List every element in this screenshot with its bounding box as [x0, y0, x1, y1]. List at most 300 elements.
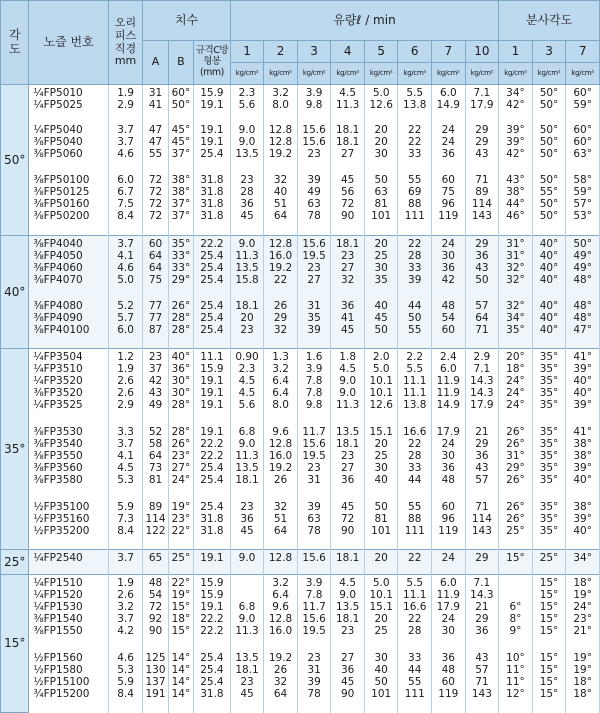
flow-7kg-value: 6.0 [439, 576, 457, 589]
flow-1kg-value: 45 [240, 524, 254, 537]
flow-7kg-value: 48 [441, 663, 455, 676]
dim-c-standard-value: 11.1 [200, 350, 224, 363]
spray-angle-7kg-value: 18° [573, 576, 592, 589]
spray-angle-1kg-value: 46° [506, 210, 525, 223]
header-nozzle-model: 노즐 번호 [29, 1, 108, 85]
flow-3kg-value: 3.9 [305, 576, 323, 589]
flow-4kg-value: 45 [340, 324, 355, 336]
dim-b-value: 26° [171, 300, 191, 312]
flow-1kg-value [232, 589, 263, 601]
spray-angle-7kg-value: 21° [573, 624, 592, 637]
flow-7kg-column-cell [432, 235, 466, 298]
spray-angle-7kg-value: 39° [573, 512, 592, 525]
flow-7kg-value: 60 [441, 324, 455, 336]
flow-10kg-value: 114 [471, 512, 492, 525]
table-row-group [1, 574, 600, 649]
table-row-group [1, 298, 600, 348]
dim-c-standard-value: 19.1 [200, 374, 224, 387]
spray-angle-1kg-value: 26° [506, 437, 525, 450]
spray-angle-1kg-column-cell [499, 298, 533, 348]
dim-c-standard-value: 19.1 [200, 124, 224, 137]
flow-7kg-value: 11.9 [436, 588, 460, 601]
flow-4kg-column-cell [331, 424, 365, 499]
flow-3kg-column-cell [297, 172, 331, 235]
flow-2kg-value: 19.2 [268, 148, 293, 161]
flow-3kg-value: 23 [307, 651, 321, 664]
table-row-group [1, 549, 600, 574]
flow-10kg-value: 29 [475, 612, 489, 625]
spray-angle-3kg-value: 25° [539, 551, 559, 564]
flow-1kg-value: 9.0 [238, 612, 256, 625]
flow-7kg-column-cell [432, 85, 466, 123]
dim-b-value: 29° [171, 273, 191, 286]
spray-angle-7kg-value: 41° [573, 425, 592, 438]
spray-angle-1kg-column-cell [499, 172, 533, 235]
spray-angle-1kg-value: 34° [506, 87, 525, 99]
nozzle-model-value: ¼FP5010 [33, 87, 83, 99]
dim-b-value: 38° [171, 186, 191, 199]
flow-6kg-column-cell [398, 348, 432, 423]
flow-5kg-value: 63 [374, 186, 388, 199]
dim-c-standard-value: 19.1 [200, 99, 224, 111]
flow-2kg-value: 19.2 [268, 461, 293, 474]
flow-10kg-value: 36 [475, 249, 489, 262]
flow-5kg-value: 10.1 [369, 386, 393, 399]
flow-10kg-column-cell [465, 172, 499, 235]
dim-c-standard-value: 25.4 [200, 461, 224, 474]
flow-2kg-value: 8.0 [272, 398, 289, 411]
spray-angle-3kg-value: 40° [539, 300, 559, 312]
flow-2kg-value: 64 [273, 524, 288, 537]
spray-angle-1kg-column-cell [499, 650, 533, 713]
flow-6kg-value: 22 [408, 612, 422, 625]
flow-5kg-value: 20 [374, 437, 388, 450]
spray-angle-3kg-column-cell [532, 85, 566, 123]
nozzle-model-value: ⅜FP3530 [33, 425, 83, 438]
flow-3kg-value: 49 [307, 186, 321, 199]
header-dimensions: 치수 [143, 1, 230, 41]
angle-pressure-1: 1 [499, 41, 533, 63]
flow-2kg-value: 22 [273, 273, 288, 286]
flow-7kg-value: 14.9 [436, 398, 460, 411]
spray-angle-3kg-value: 15° [539, 612, 559, 625]
flow-10kg-value: 143 [471, 687, 492, 700]
flow-7kg-value: 48 [441, 300, 455, 312]
dim-b-value: 15° [171, 600, 191, 613]
flow-10kg-column-cell [465, 235, 499, 298]
dim-b-value: 14° [171, 675, 191, 688]
dim-b-value: 14° [171, 651, 191, 664]
flow-6kg-column-cell [398, 122, 432, 172]
flow-6kg-value: 22 [408, 136, 422, 149]
nozzle-model-value: ⅜FP4070 [33, 273, 83, 286]
spray-angle-3kg-column-cell [532, 172, 566, 235]
dim-b-value: 22° [171, 524, 191, 537]
flow-2kg-value: 8.0 [272, 99, 289, 111]
flow-6kg-value: 44 [408, 473, 422, 486]
flow-2kg-column-cell [264, 122, 298, 172]
spray-angle-7kg-column-cell [566, 549, 600, 574]
flow-3kg-value: 63 [307, 198, 321, 211]
flow-1kg-value: 2.3 [238, 87, 256, 99]
spray-angle-7kg-value: 49° [573, 249, 592, 262]
flow-10kg-value: 29 [475, 136, 489, 149]
dim-b-value: 35° [171, 237, 191, 250]
nozzle-model-column-cell [29, 424, 108, 499]
spray-angle-1kg-value: 24° [506, 386, 525, 399]
flow-2kg-value: 3.2 [272, 87, 289, 99]
spray-angle-1kg-value: 32° [506, 261, 525, 274]
flow-pressure-unit: kg/cm² [331, 63, 365, 85]
table-row-group [1, 499, 600, 549]
nozzle-model-value: ⅜FP50160 [33, 198, 90, 211]
flow-10kg-value: 43 [475, 261, 489, 274]
flow-pressure-7: 7 [432, 41, 466, 63]
flow-1kg-value: 18.1 [235, 300, 259, 312]
spray-angle-7kg-value: 34° [573, 551, 592, 564]
flow-4kg-column-cell [331, 235, 365, 298]
dim-c-standard-column-cell [194, 85, 231, 123]
dim-c-standard-value: 19.1 [200, 136, 224, 149]
nozzle-model-value: ⅜FP4050 [33, 249, 83, 262]
orifice-diameter-value: 2.9 [117, 398, 134, 411]
spray-angle-7kg-value: 40° [573, 386, 592, 399]
dim-a-column-cell [143, 650, 168, 713]
flow-3kg-value: 39 [307, 324, 321, 336]
flow-7kg-column-cell [432, 549, 466, 574]
flow-2kg-value: 1.3 [272, 350, 289, 363]
flow-1kg-column-cell [230, 650, 264, 713]
flow-2kg-value: 12.8 [268, 437, 293, 450]
orifice-diameter-value: 8.4 [117, 524, 134, 537]
spray-angle-1kg-value: 12° [506, 687, 525, 700]
dim-c-standard-value: 25.4 [200, 300, 224, 312]
dim-b-value: 28° [171, 324, 191, 336]
dim-b-column-cell [168, 85, 193, 123]
header-orifice-diameter: 오리 피스 직경 mm [108, 1, 143, 85]
orifice-diameter-value: 5.3 [117, 473, 134, 486]
dim-c-standard-value: 22.2 [200, 437, 224, 450]
flow-7kg-value: 119 [438, 524, 459, 537]
dim-c-standard-value: 19.1 [200, 398, 224, 411]
dim-b-value: 27° [171, 461, 191, 474]
dim-c-standard-value: 22.2 [200, 237, 224, 250]
flow-3kg-value: 7.8 [305, 588, 323, 601]
spray-angle-3kg-value: 40° [539, 324, 559, 336]
flow-6kg-value: 16.6 [403, 425, 427, 438]
flow-4kg-value: 90 [340, 210, 355, 223]
flow-2kg-value: 12.8 [268, 551, 293, 564]
flow-10kg-value: 17.9 [470, 99, 494, 111]
dim-c-standard-value: 31.8 [200, 512, 224, 525]
dim-b-value: 33° [171, 261, 191, 274]
spray-angle-3kg-column-cell [532, 424, 566, 499]
flow-5kg-column-cell [364, 549, 398, 574]
dim-b-column-cell [168, 235, 193, 298]
dim-a-value: 130 [145, 663, 166, 676]
spray-angle-3kg-value: 35° [539, 461, 559, 474]
flow-1kg-value: 9.0 [238, 237, 256, 250]
flow-10kg-value: 29 [475, 551, 489, 564]
nozzle-model-value: ⅜FP50200 [33, 210, 90, 223]
dim-c-standard-value: 15.9 [200, 576, 224, 589]
flow-5kg-value: 10.1 [369, 374, 393, 387]
flow-6kg-value: 2.2 [406, 350, 424, 363]
dim-c-standard-value: 22.2 [200, 449, 224, 462]
dim-c-standard-column-cell [194, 298, 231, 348]
dim-b-value: 24° [171, 473, 191, 486]
flow-4kg-value: 27 [340, 261, 355, 274]
flow-5kg-column-cell [364, 85, 398, 123]
table-row-group [1, 122, 600, 172]
flow-2kg-value: 32 [273, 675, 288, 688]
nozzle-model-value: ¼FP3525 [33, 398, 83, 411]
flow-10kg-value: 14.3 [470, 374, 494, 387]
nozzle-model-column-cell [29, 298, 108, 348]
nozzle-model-column-cell [29, 499, 108, 549]
flow-10kg-value: 43 [475, 651, 489, 664]
dim-a-value: 64 [148, 261, 163, 274]
nozzle-model-value: ⅜FP5060 [33, 148, 83, 161]
dim-a-value: 55 [148, 148, 163, 161]
orifice-diameter-value: 4.2 [117, 624, 134, 637]
flow-4kg-value: 4.5 [339, 87, 356, 99]
spray-angle-7kg-value: 38° [573, 449, 592, 462]
spray-angle-3kg-value: 50° [539, 136, 559, 149]
flow-5kg-value: 20 [374, 124, 388, 137]
flow-5kg-column-cell [364, 298, 398, 348]
flow-10kg-column-cell [465, 348, 499, 423]
flow-6kg-value: 33 [408, 148, 422, 161]
flow-6kg-value: 5.5 [406, 362, 424, 375]
flow-5kg-column-cell [364, 235, 398, 298]
flow-7kg-value: 36 [441, 261, 455, 274]
flow-5kg-value: 50 [374, 675, 388, 688]
flow-4kg-value: 18.1 [335, 136, 360, 149]
spray-angle-7kg-value: 40° [573, 524, 592, 537]
flow-4kg-value: 45 [340, 500, 355, 513]
flow-6kg-value: 22 [408, 124, 422, 137]
spray-angle-7kg-value: 39° [573, 461, 592, 474]
flow-6kg-value: 33 [408, 461, 422, 474]
dim-c-standard-value: 25.4 [200, 148, 224, 161]
flow-5kg-column-cell [364, 424, 398, 499]
flow-6kg-value: 11.1 [403, 374, 427, 387]
dim-b-column-cell [168, 172, 193, 235]
flow-7kg-value: 60 [441, 500, 455, 513]
flow-3kg-value: 31 [307, 663, 321, 676]
flow-4kg-value: 32 [340, 273, 355, 286]
dim-c-standard-value: 19.1 [200, 551, 224, 564]
dim-a-value: 64 [148, 249, 163, 262]
dim-a-value: 64 [148, 449, 163, 462]
flow-10kg-value: 17.9 [470, 398, 494, 411]
flow-6kg-value: 88 [408, 198, 422, 211]
orifice-diameter-value: 4.1 [117, 249, 134, 262]
spray-angle-3kg-value: 35° [539, 350, 559, 363]
spray-angle-1kg-value: 26° [506, 425, 525, 438]
dim-b-value: 38° [171, 174, 191, 187]
dim-b-value: 14° [171, 663, 191, 676]
flow-4kg-value: 36 [340, 663, 355, 676]
flow-1kg-value: 36 [240, 198, 254, 211]
flow-3kg-value: 31 [307, 300, 321, 312]
flow-1kg-value: 13.5 [235, 261, 259, 274]
spray-angle-7kg-value: 59° [573, 99, 592, 111]
flow-5kg-value: 101 [371, 210, 392, 223]
orifice-diameter-value: 1.9 [117, 87, 134, 99]
flow-2kg-value: 16.0 [268, 249, 293, 262]
flow-7kg-column-cell [432, 650, 466, 713]
flow-3kg-value: 19.5 [302, 249, 326, 262]
flow-5kg-value: 25 [374, 449, 388, 462]
dim-a-value: 23 [148, 350, 163, 363]
table-row-group [1, 172, 600, 235]
flow-7kg-value: 14.9 [436, 99, 460, 111]
flow-6kg-value: 88 [408, 512, 422, 525]
orifice-diameter-column-cell [108, 172, 143, 235]
flow-2kg-value: 3.2 [272, 576, 289, 589]
flow-5kg-value: 81 [374, 512, 388, 525]
spray-angle-3kg-column-cell [532, 348, 566, 423]
header-dim-c-standard: 규격C방 형봉 (mm) [194, 41, 231, 85]
orifice-diameter-value: 8.4 [117, 210, 134, 223]
flow-pressure-2: 2 [264, 41, 298, 63]
spray-angle-1kg-column-cell [499, 574, 533, 649]
flow-1kg-value: 45 [240, 687, 254, 700]
flow-2kg-column-cell [264, 650, 298, 713]
dim-c-standard-column-cell [194, 549, 231, 574]
flow-10kg-value: 57 [475, 663, 489, 676]
flow-1kg-value: 9.0 [238, 437, 256, 450]
spray-angle-3kg-value: 40° [539, 237, 559, 250]
flow-4kg-value: 9.0 [339, 386, 356, 399]
flow-7kg-value: 96 [441, 198, 455, 211]
flow-7kg-column-cell [432, 574, 466, 649]
flow-6kg-value: 39 [408, 273, 422, 286]
dim-b-value: 19° [171, 588, 191, 601]
flow-10kg-value: 36 [475, 449, 489, 462]
dim-b-value: 40° [171, 350, 191, 363]
spray-angle-3kg-column-cell [532, 122, 566, 172]
flow-3kg-value: 31 [307, 473, 321, 486]
flow-5kg-value: 30 [374, 261, 388, 274]
orifice-diameter-column-cell [108, 348, 143, 423]
flow-2kg-value: 12.8 [268, 124, 293, 137]
flow-2kg-value: 29 [273, 312, 288, 324]
nozzle-model-value: ½FP35100 [33, 500, 90, 513]
flow-4kg-value: 18.1 [335, 437, 360, 450]
dim-b-column-cell [168, 650, 193, 713]
flow-6kg-value: 22 [408, 551, 422, 564]
spray-angle-3kg-value: 50° [539, 99, 559, 111]
dim-a-value: 75 [148, 273, 163, 286]
flow-4kg-column-cell [331, 574, 365, 649]
nozzle-model-value: ⅜FP50100 [33, 174, 90, 187]
spray-angle-7kg-column-cell [566, 348, 600, 423]
flow-10kg-value: 7.1 [473, 576, 491, 589]
dim-b-value: 37° [171, 210, 191, 223]
dim-a-value: 41 [148, 99, 163, 111]
orifice-diameter-value: 5.9 [117, 500, 134, 513]
angle-group-label: 15° [1, 574, 29, 712]
flow-1kg-value: 23 [240, 174, 254, 187]
flow-pressure-unit: kg/cm² [230, 63, 264, 85]
spray-angle-7kg-column-cell [566, 85, 600, 123]
spray-angle-3kg-column-cell [532, 298, 566, 348]
flow-3kg-value: 78 [307, 210, 321, 223]
dim-c-standard-value: 31.8 [200, 687, 224, 700]
dim-a-value: 137 [145, 675, 166, 688]
orifice-diameter-value: 5.7 [117, 312, 134, 324]
flow-6kg-value: 22 [408, 237, 422, 250]
flow-4kg-value: 1.8 [339, 350, 356, 363]
flow-3kg-column-cell [297, 424, 331, 499]
spray-angle-7kg-value: 41° [573, 350, 592, 363]
nozzle-model-value: ⅜FP5040 [33, 136, 83, 149]
dim-b-value: 26° [171, 437, 191, 450]
orifice-diameter-value: 5.2 [117, 300, 134, 312]
nozzle-model-value: ⅜FP40100 [33, 324, 90, 336]
flow-7kg-value: 30 [441, 449, 455, 462]
dim-a-column-cell [143, 172, 168, 235]
flow-6kg-column-cell [398, 424, 432, 499]
flow-6kg-value: 55 [408, 675, 422, 688]
flow-7kg-value: 30 [441, 624, 455, 637]
orifice-diameter-value: 4.1 [117, 449, 134, 462]
header-dim-b: B [168, 41, 193, 85]
flow-4kg-value: 90 [340, 687, 355, 700]
flow-1kg-value: 11.3 [235, 249, 259, 262]
flow-4kg-column-cell [331, 172, 365, 235]
flow-2kg-value: 64 [273, 687, 288, 700]
flow-pressure-unit: kg/cm² [465, 63, 499, 85]
flow-3kg-value: 23 [307, 461, 321, 474]
spray-angle-1kg-value: 31° [506, 249, 525, 262]
flow-6kg-value: 55 [408, 174, 422, 187]
dim-a-column-cell [143, 235, 168, 298]
spray-angle-3kg-value: 35° [539, 437, 559, 450]
flow-4kg-column-cell [331, 85, 365, 123]
flow-2kg-value: 26 [273, 663, 288, 676]
spray-angle-1kg-value: 24° [506, 398, 525, 411]
flow-10kg-column-cell [465, 85, 499, 123]
nozzle-model-value: ¼FP3510 [33, 362, 83, 375]
flow-5kg-value: 30 [374, 651, 388, 664]
spray-angle-3kg-value: 35° [539, 398, 559, 411]
flow-2kg-value: 26 [273, 473, 288, 486]
flow-5kg-value: 15.1 [369, 600, 393, 613]
spray-angle-3kg-value: 15° [539, 588, 559, 601]
angle-group-label: 35° [1, 348, 29, 549]
flow-6kg-column-cell [398, 549, 432, 574]
orifice-diameter-column-cell [108, 424, 143, 499]
flow-5kg-column-cell [364, 172, 398, 235]
spray-angle-7kg-value: 38° [573, 500, 592, 513]
dim-a-value: 77 [148, 312, 163, 324]
flow-4kg-value: 45 [340, 174, 355, 187]
flow-5kg-value: 30 [374, 148, 388, 161]
dim-a-value: 73 [148, 461, 163, 474]
spray-angle-1kg-column-cell [499, 235, 533, 298]
spray-angle-7kg-value: 60° [573, 87, 592, 99]
nozzle-model-column-cell [29, 122, 108, 172]
flow-pressure-unit: kg/cm² [364, 63, 398, 85]
angle-pressure-7: 7 [566, 41, 600, 63]
spray-angle-7kg-value: 50° [573, 237, 592, 250]
flow-1kg-value: 6.8 [238, 600, 256, 613]
flow-2kg-column-cell [264, 85, 298, 123]
